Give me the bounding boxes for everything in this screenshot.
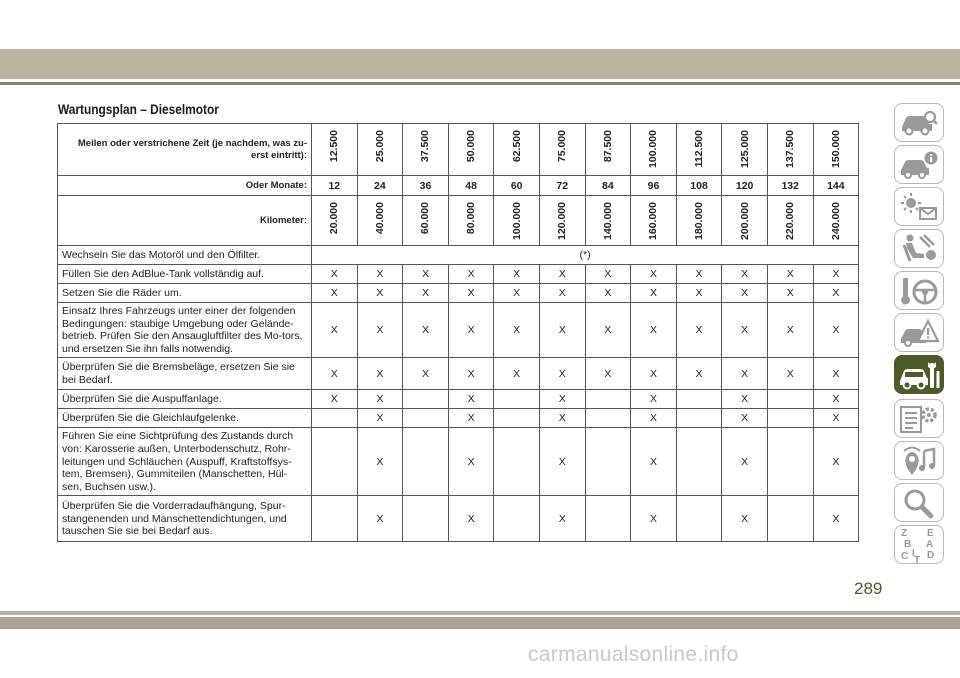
months-header-cell: 60 xyxy=(494,176,540,196)
interval-mark: X xyxy=(813,496,859,542)
index-letter: E xyxy=(927,527,934,539)
months-header-cell: 84 xyxy=(585,176,631,196)
interval-mark: X xyxy=(357,390,403,409)
interval-mark xyxy=(403,496,449,542)
interval-mark: X xyxy=(631,265,677,284)
header-band xyxy=(0,49,960,79)
km-value: 40.000 xyxy=(373,202,386,235)
interval-mark xyxy=(312,496,358,542)
interval-mark xyxy=(494,390,540,409)
sidebar-tab[interactable] xyxy=(894,313,944,352)
km-header-cell xyxy=(539,196,585,246)
interval-mark: X xyxy=(631,409,677,428)
months-header-cell: 120 xyxy=(722,176,768,196)
miles-header-cell xyxy=(448,124,494,176)
km-header-cell xyxy=(448,196,494,246)
interval-mark: X xyxy=(767,265,813,284)
key-steering-wheel-icon xyxy=(898,275,940,307)
seat-airbag-safety-icon xyxy=(898,233,940,265)
index-letter: Z xyxy=(901,527,908,539)
interval-mark: X xyxy=(813,358,859,390)
months-header-cell: 132 xyxy=(767,176,813,196)
interval-mark xyxy=(403,390,449,409)
interval-mark: X xyxy=(312,265,358,284)
index-letter: C xyxy=(901,550,909,562)
interval-mark xyxy=(767,496,813,542)
interval-mark: X xyxy=(312,390,358,409)
interval-mark: X xyxy=(539,303,585,358)
interval-mark: X xyxy=(403,358,449,390)
interval-mark: X xyxy=(403,284,449,303)
miles-header-cell xyxy=(494,124,540,176)
km-value: 160.000 xyxy=(647,202,660,240)
miles-header-cell xyxy=(813,124,859,176)
interval-mark: X xyxy=(813,303,859,358)
miles-header-cell xyxy=(676,124,722,176)
interval-mark xyxy=(676,428,722,496)
table-row xyxy=(58,265,859,284)
sidebar-tab[interactable] xyxy=(894,483,944,522)
interval-mark: X xyxy=(357,496,403,542)
interval-mark: X xyxy=(539,409,585,428)
footer-band xyxy=(0,611,960,615)
interval-mark: X xyxy=(722,303,768,358)
km-value: 140.000 xyxy=(601,202,614,240)
miles-header-cell xyxy=(767,124,813,176)
interval-mark: X xyxy=(722,409,768,428)
months-header-cell: 144 xyxy=(813,176,859,196)
interval-mark: X xyxy=(494,358,540,390)
table-row xyxy=(58,496,859,542)
task-description: Führen Sie eine Sichtprüfung des Zustands durch von: Karosserie außen, Unterbodenschutz, Rohr-leitungen und Schläuchen (Auspuff, Kraftstoffsys-tem, Bremsen), Gummiteilen (Manschetten, Hül-sen, Buchsen usw.). xyxy=(58,428,312,496)
interval-mark: X xyxy=(585,358,631,390)
interval-mark: X xyxy=(448,390,494,409)
miles-value: 12.500 xyxy=(328,130,341,163)
car-wrench-icon xyxy=(897,359,941,391)
km-header-cell xyxy=(631,196,677,246)
interval-mark: X xyxy=(494,303,540,358)
sidebar-tab[interactable] xyxy=(894,229,944,268)
km-value: 180.000 xyxy=(693,202,706,240)
interval-mark: X xyxy=(357,284,403,303)
section-title: Wartungsplan – Dieselmotor xyxy=(58,101,219,117)
header-rule xyxy=(0,82,960,85)
interval-mark xyxy=(403,428,449,496)
km-header-cell xyxy=(767,196,813,246)
index-letter: I xyxy=(912,547,915,559)
table-row xyxy=(58,303,859,358)
interval-mark: X xyxy=(631,496,677,542)
interval-mark xyxy=(585,428,631,496)
interval-mark xyxy=(312,428,358,496)
sidebar-tab[interactable] xyxy=(894,103,944,142)
task-description: Überprüfen Sie die Auspuffanlage. xyxy=(58,390,312,409)
interval-mark: X xyxy=(631,358,677,390)
interval-mark xyxy=(312,409,358,428)
interval-mark: X xyxy=(676,303,722,358)
interval-mark: X xyxy=(767,284,813,303)
page-number: 289 xyxy=(854,579,883,598)
interval-mark xyxy=(585,496,631,542)
interval-mark: X xyxy=(539,265,585,284)
interval-mark: X xyxy=(448,284,494,303)
index-letter: T xyxy=(914,554,921,566)
index-letter: B xyxy=(904,538,912,550)
miles-header-cell xyxy=(403,124,449,176)
interval-mark: X xyxy=(448,303,494,358)
km-value: 20.000 xyxy=(328,202,341,235)
table-row xyxy=(58,428,859,496)
interval-mark: X xyxy=(722,284,768,303)
miles-value: 137.500 xyxy=(784,130,797,168)
table-row xyxy=(58,358,859,390)
task-description: Setzen Sie die Räder um. xyxy=(58,284,312,303)
task-description: Überprüfen Sie die Bremsbeläge, ersetzen Sie sie bei Bedarf. xyxy=(58,358,312,390)
miles-header-cell xyxy=(312,124,358,176)
interval-note: (*) xyxy=(312,246,859,265)
interval-mark xyxy=(767,390,813,409)
interval-mark: X xyxy=(676,284,722,303)
table-row xyxy=(58,390,859,409)
interval-mark xyxy=(494,428,540,496)
km-value: 220.000 xyxy=(784,202,797,240)
interval-mark: X xyxy=(676,358,722,390)
interval-mark xyxy=(494,409,540,428)
miles-header-cell xyxy=(357,124,403,176)
miles-header-label: Meilen oder verstrichene Zeit (je nachdem, was zu-erst eintritt): xyxy=(58,124,312,176)
miles-value: 100.000 xyxy=(647,130,660,168)
months-header-label: Oder Monate: xyxy=(58,176,312,196)
miles-value: 75.000 xyxy=(556,130,569,163)
interval-mark: X xyxy=(631,428,677,496)
index-letters-icon xyxy=(899,527,939,566)
interval-mark: X xyxy=(722,496,768,542)
km-header-cell xyxy=(722,196,768,246)
interval-mark: X xyxy=(357,358,403,390)
multimedia-music-icon xyxy=(898,445,940,477)
interval-mark: X xyxy=(813,390,859,409)
interval-mark: X xyxy=(722,428,768,496)
interval-mark: X xyxy=(722,358,768,390)
interval-mark xyxy=(585,409,631,428)
header-row-months xyxy=(58,176,859,196)
interval-mark: X xyxy=(448,496,494,542)
miles-value: 62.500 xyxy=(510,130,523,163)
km-value: 80.000 xyxy=(465,202,478,235)
km-value: 60.000 xyxy=(419,202,432,235)
km-header-cell xyxy=(676,196,722,246)
km-header-cell xyxy=(403,196,449,246)
interval-mark: X xyxy=(631,303,677,358)
car-search-icon xyxy=(898,107,940,139)
interval-mark: X xyxy=(631,390,677,409)
sidebar-tab[interactable] xyxy=(894,399,944,438)
interval-mark: X xyxy=(722,265,768,284)
km-header-label: Kilometer: xyxy=(58,196,312,246)
interval-mark: X xyxy=(722,390,768,409)
months-header-cell: 24 xyxy=(357,176,403,196)
months-header-cell: 48 xyxy=(448,176,494,196)
interval-mark: X xyxy=(767,303,813,358)
interval-mark: X xyxy=(312,358,358,390)
sidebar-tab[interactable] xyxy=(894,187,944,226)
miles-value: 50.000 xyxy=(465,130,478,163)
miles-value: 87.500 xyxy=(601,130,614,163)
months-header-cell: 12 xyxy=(312,176,358,196)
interval-mark: X xyxy=(539,390,585,409)
footer-band-lower xyxy=(0,617,960,629)
months-header-cell: 72 xyxy=(539,176,585,196)
index-letter: A xyxy=(926,538,934,550)
miles-value: 125.000 xyxy=(738,130,751,168)
km-header-cell xyxy=(312,196,358,246)
interval-mark: X xyxy=(357,265,403,284)
miles-header-cell xyxy=(631,124,677,176)
interval-mark xyxy=(494,496,540,542)
sidebar-tab[interactable] xyxy=(894,145,944,184)
interval-mark: X xyxy=(676,265,722,284)
interval-mark: X xyxy=(357,428,403,496)
interval-mark: X xyxy=(448,358,494,390)
sidebar-tab[interactable] xyxy=(894,355,944,394)
task-description: Füllen Sie den AdBlue-Tank vollständig auf. xyxy=(58,265,312,284)
interval-mark: X xyxy=(403,265,449,284)
months-header-cell: 96 xyxy=(631,176,677,196)
sidebar-tab[interactable] xyxy=(894,271,944,310)
interval-mark: X xyxy=(403,303,449,358)
interval-mark: X xyxy=(494,284,540,303)
interval-mark: X xyxy=(357,303,403,358)
miles-value: 150.000 xyxy=(829,130,842,168)
task-description: Einsatz Ihres Fahrzeugs unter einer der folgenden Bedingungen: staubige Umgebung oder Gelände-betrieb. Prüfen Sie den Ansaugluftfilter des Mo-tors, und ersetzen Sie ihn falls notwendig. xyxy=(58,303,312,358)
interval-mark: X xyxy=(813,284,859,303)
table-row xyxy=(58,246,859,265)
interval-mark: X xyxy=(539,284,585,303)
miles-value: 112.500 xyxy=(693,130,706,168)
miles-value: 25.000 xyxy=(373,130,386,163)
header-row-miles xyxy=(58,124,859,176)
interval-mark: X xyxy=(585,284,631,303)
miles-header-cell xyxy=(585,124,631,176)
miles-header-cell xyxy=(722,124,768,176)
maintenance-schedule-table xyxy=(57,123,859,542)
interval-mark: X xyxy=(312,303,358,358)
task-description: Wechseln Sie das Motoröl und den Ölfilter. xyxy=(58,246,312,265)
interval-mark xyxy=(403,409,449,428)
car-warning-triangle-icon xyxy=(898,317,940,349)
warning-lights-message-icon xyxy=(898,191,940,223)
km-header-cell xyxy=(585,196,631,246)
interval-mark: X xyxy=(767,358,813,390)
km-value: 240.000 xyxy=(829,202,842,240)
interval-mark: X xyxy=(539,496,585,542)
interval-mark: X xyxy=(813,428,859,496)
sidebar-tab[interactable] xyxy=(894,525,944,564)
miles-value: 37.500 xyxy=(419,130,432,163)
interval-mark: X xyxy=(813,409,859,428)
sidebar-tab[interactable] xyxy=(894,441,944,480)
interval-mark: X xyxy=(539,428,585,496)
miles-header-cell xyxy=(539,124,585,176)
interval-mark xyxy=(767,409,813,428)
interval-mark: X xyxy=(585,303,631,358)
car-info-icon xyxy=(898,149,940,181)
interval-mark xyxy=(676,496,722,542)
index-letter: D xyxy=(927,549,935,561)
interval-mark: X xyxy=(813,265,859,284)
km-value: 100.000 xyxy=(510,202,523,240)
interval-mark: X xyxy=(357,409,403,428)
interval-mark: X xyxy=(539,358,585,390)
interval-mark xyxy=(585,390,631,409)
interval-mark: X xyxy=(585,265,631,284)
months-header-cell: 36 xyxy=(403,176,449,196)
km-value: 120.000 xyxy=(556,202,569,240)
header-row-km xyxy=(58,196,859,246)
interval-mark: X xyxy=(312,284,358,303)
km-header-cell xyxy=(813,196,859,246)
interval-mark xyxy=(676,409,722,428)
interval-mark: X xyxy=(631,284,677,303)
km-header-cell xyxy=(357,196,403,246)
km-value: 200.000 xyxy=(738,202,751,240)
interval-mark xyxy=(676,390,722,409)
months-header-cell: 108 xyxy=(676,176,722,196)
search-magnifier-icon xyxy=(898,487,940,519)
table-row xyxy=(58,284,859,303)
interval-mark: X xyxy=(448,409,494,428)
specs-gear-icon xyxy=(898,403,940,435)
interval-mark: X xyxy=(494,265,540,284)
interval-mark: X xyxy=(448,265,494,284)
interval-mark xyxy=(767,428,813,496)
table-row xyxy=(58,409,859,428)
task-description: Überprüfen Sie die Vorderradaufhängung, Spur-stangenenden und Manschettendichtungen, und tauschen Sie sie bei Bedarf aus. xyxy=(58,496,312,542)
interval-mark: X xyxy=(448,428,494,496)
watermark: carmanualsonline.info xyxy=(528,643,739,666)
task-description: Überprüfen Sie die Gleichlaufgelenke. xyxy=(58,409,312,428)
km-header-cell xyxy=(494,196,540,246)
